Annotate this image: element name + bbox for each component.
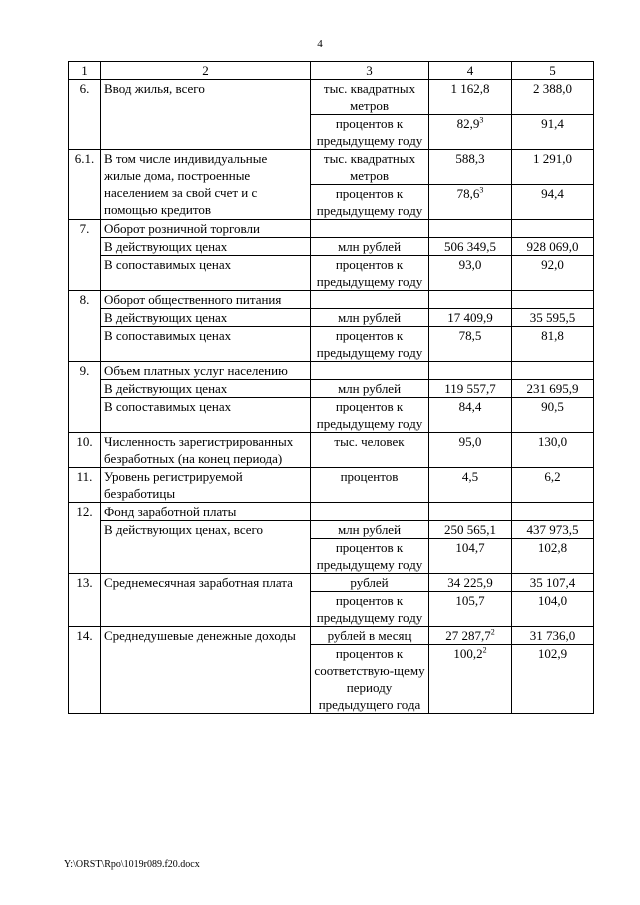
indicator-name: В сопоставимых ценах (101, 256, 311, 291)
value-text: 82,9 (456, 116, 480, 131)
table-row (69, 627, 594, 645)
row-number: 10. (69, 433, 101, 468)
empty-cell (512, 503, 594, 521)
unit-cell: рублей (311, 574, 429, 592)
empty-cell (512, 362, 594, 380)
row-number: 13. (69, 574, 101, 627)
value-cell: 81,8 (512, 327, 594, 362)
value-cell: 94,4 (512, 185, 594, 220)
table-row (69, 380, 594, 398)
unit-cell: процентов к предыдущему году (311, 539, 429, 574)
value-cell: 506 349,5 (429, 238, 512, 256)
footnote-mark: 3 (479, 115, 484, 125)
column-header: 1 (69, 62, 101, 80)
value-cell (429, 115, 512, 150)
page-number: 4 (317, 38, 323, 50)
footnote-mark: 2 (482, 645, 487, 655)
value-cell (429, 645, 512, 714)
unit-cell: процентов к предыдущему году (311, 115, 429, 150)
value-cell: 35 107,4 (512, 574, 594, 592)
value-text: 100,2 (453, 646, 483, 661)
indicator-name: В действующих ценах, всего (101, 521, 311, 574)
value-cell: 31 736,0 (512, 627, 594, 645)
value-cell: 104,0 (512, 592, 594, 627)
unit-cell: процентов к предыдущему году (311, 256, 429, 291)
empty-cell (429, 362, 512, 380)
indicator-name: В действующих ценах (101, 238, 311, 256)
table-row (69, 362, 594, 380)
indicator-name: Среднемесячная заработная плата (101, 574, 311, 627)
unit-cell: млн рублей (311, 309, 429, 327)
table-row (69, 574, 594, 592)
empty-cell (311, 220, 429, 238)
row-number: 6. (69, 80, 101, 150)
value-cell: 437 973,5 (512, 521, 594, 539)
indicator-name: Ввод жилья, всего (101, 80, 311, 150)
indicators-table (68, 61, 594, 714)
value-cell: 1 291,0 (512, 150, 594, 185)
indicator-name: В сопоставимых ценах (101, 327, 311, 362)
value-cell: 102,8 (512, 539, 594, 574)
unit-cell: рублей в месяц (311, 627, 429, 645)
empty-cell (429, 220, 512, 238)
unit-cell: тыс. квадратных метров (311, 80, 429, 115)
empty-cell (311, 362, 429, 380)
column-header: 4 (429, 62, 512, 80)
indicator-name: В том числе индивидуальные жилые дома, построенные населением за свой счет и с помощью кредитов (101, 150, 311, 220)
table-row (69, 80, 594, 115)
indicator-title: Оборот розничной торговли (101, 220, 311, 238)
indicator-name: В сопоставимых ценах (101, 398, 311, 433)
indicator-name: Уровень регистрируемой безработицы (101, 468, 311, 503)
value-cell (429, 627, 512, 645)
table-row (69, 238, 594, 256)
indicator-name: В действующих ценах (101, 309, 311, 327)
table-row (69, 503, 594, 521)
unit-cell: процентов к предыдущему году (311, 592, 429, 627)
value-cell: 928 069,0 (512, 238, 594, 256)
value-cell: 91,4 (512, 115, 594, 150)
value-cell: 250 565,1 (429, 521, 512, 539)
table-header-row (69, 62, 594, 80)
table-row (69, 220, 594, 238)
column-header: 3 (311, 62, 429, 80)
value-cell: 119 557,7 (429, 380, 512, 398)
table-row (69, 398, 594, 433)
table-row (69, 309, 594, 327)
row-number: 14. (69, 627, 101, 714)
unit-cell: млн рублей (311, 521, 429, 539)
table-row (69, 521, 594, 539)
column-header: 5 (512, 62, 594, 80)
unit-cell: процентов к предыдущему году (311, 398, 429, 433)
indicator-name: В действующих ценах (101, 380, 311, 398)
unit-cell: тыс. человек (311, 433, 429, 468)
unit-cell: млн рублей (311, 380, 429, 398)
value-cell: 105,7 (429, 592, 512, 627)
table-row (69, 150, 594, 185)
value-cell: 92,0 (512, 256, 594, 291)
empty-cell (429, 291, 512, 309)
value-cell: 4,5 (429, 468, 512, 503)
unit-cell: процентов к предыдущему году (311, 327, 429, 362)
value-cell: 34 225,9 (429, 574, 512, 592)
empty-cell (512, 220, 594, 238)
value-cell: 84,4 (429, 398, 512, 433)
empty-cell (311, 503, 429, 521)
footnote-mark: 3 (479, 185, 484, 195)
value-cell: 17 409,9 (429, 309, 512, 327)
row-number: 6.1. (69, 150, 101, 220)
indicator-title: Фонд заработной платы (101, 503, 311, 521)
unit-cell: млн рублей (311, 238, 429, 256)
indicator-name: Среднедушевые денежные доходы (101, 627, 311, 714)
value-cell: 2 388,0 (512, 80, 594, 115)
value-cell: 6,2 (512, 468, 594, 503)
value-cell: 588,3 (429, 150, 512, 185)
table-row (69, 433, 594, 468)
value-cell: 1 162,8 (429, 80, 512, 115)
column-header: 2 (101, 62, 311, 80)
indicator-title: Объем платных услуг населению (101, 362, 311, 380)
value-cell: 231 695,9 (512, 380, 594, 398)
value-text: 27 287,7 (445, 628, 491, 643)
empty-cell (429, 503, 512, 521)
footnote-mark: 2 (490, 627, 495, 637)
unit-cell: процентов к предыдущему году (311, 185, 429, 220)
file-path-footer: Y:\ORST\Rpo\1019r089.f20.docx (64, 859, 200, 870)
unit-cell: процентов к соответствую-щему периоду предыдущего года (311, 645, 429, 714)
value-cell: 93,0 (429, 256, 512, 291)
row-number: 9. (69, 362, 101, 433)
value-cell: 130,0 (512, 433, 594, 468)
value-cell: 78,5 (429, 327, 512, 362)
empty-cell (311, 291, 429, 309)
value-cell: 104,7 (429, 539, 512, 574)
value-text: 78,6 (456, 186, 480, 201)
indicator-name: Численность зарегистрированных безработных (на конец периода) (101, 433, 311, 468)
value-cell: 35 595,5 (512, 309, 594, 327)
value-cell: 95,0 (429, 433, 512, 468)
empty-cell (512, 291, 594, 309)
value-cell (429, 185, 512, 220)
table-row (69, 327, 594, 362)
row-number: 12. (69, 503, 101, 574)
value-cell: 90,5 (512, 398, 594, 433)
row-number: 7. (69, 220, 101, 291)
table-row (69, 468, 594, 503)
unit-cell: процентов (311, 468, 429, 503)
table-row (69, 291, 594, 309)
unit-cell: тыс. квадратных метров (311, 150, 429, 185)
row-number: 11. (69, 468, 101, 503)
table-row (69, 256, 594, 291)
row-number: 8. (69, 291, 101, 362)
value-cell: 102,9 (512, 645, 594, 714)
indicator-title: Оборот общественного питания (101, 291, 311, 309)
